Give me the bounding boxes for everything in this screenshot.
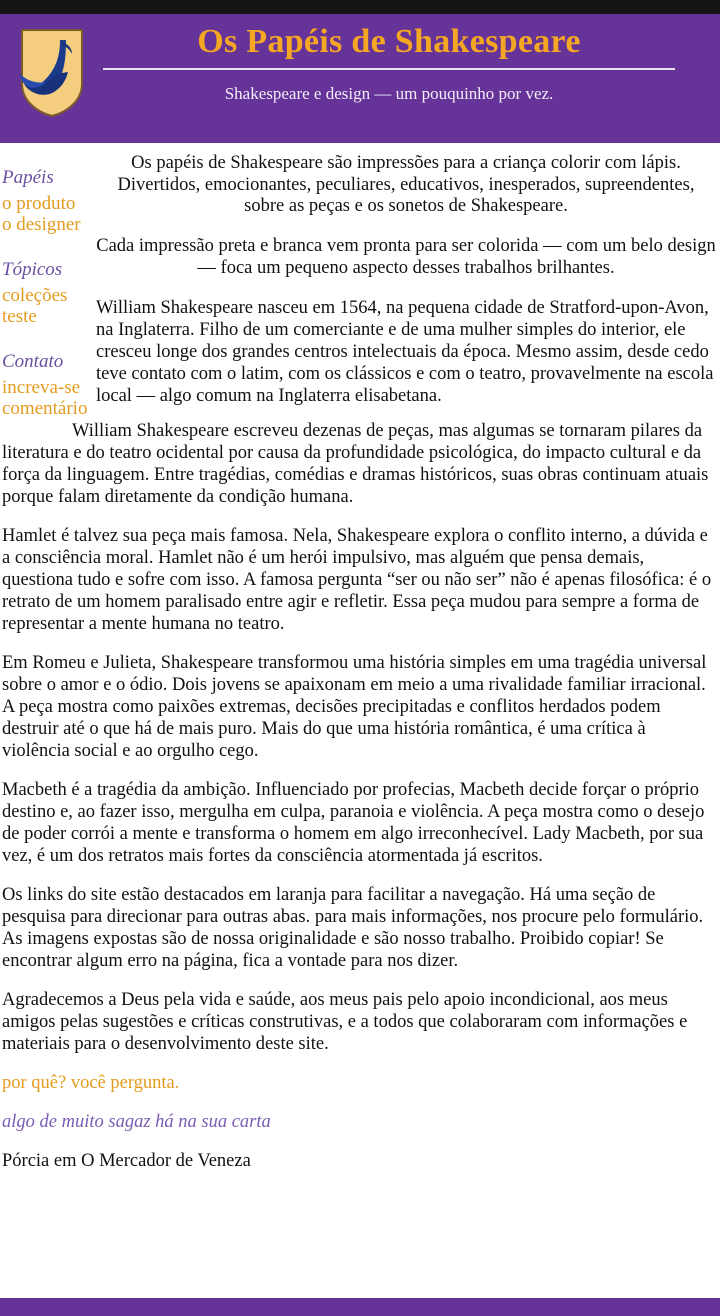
swan-crest-logo-icon[interactable] (16, 26, 88, 118)
callout-question: por quê? você pergunta. (2, 1072, 180, 1093)
sidebar-nav (0, 153, 96, 420)
sidebar-item-increva-se[interactable]: increva-se (2, 376, 81, 398)
sidebar-heading-topicos: Tópicos (2, 259, 63, 281)
site-header (0, 14, 720, 143)
masthead-text-block (88, 14, 720, 105)
sidebar-item-o-designer[interactable]: o designer (2, 213, 81, 235)
biography-paragraph: William Shakespeare nasceu em 1564, na pequena cidade de Stratford-upon-Avon, na Inglaterra. Filho de um comerciante e de uma mulher simples do interior, ele cresceu longe dos grandes centros intelectuais da época. Mesmo assim, desde cedo teve contato com o latim, com os clássicos e com o teatro, provavelmente na escola local — algo comum na Inglaterra elisabetana. (96, 298, 714, 407)
site-tagline: Shakespeare e design — um pouquinho por vez. (224, 84, 554, 104)
article-body (0, 420, 720, 1172)
sidebar-heading-contato: Contato (2, 351, 64, 373)
pull-quote: algo de muito sagaz há na sua carta (2, 1111, 271, 1132)
article-paragraph-site-notes: Os links do site estão destacados em laranja para facilitar a navegação. Há uma seção de pesquisa para direcionar para outras abas. para mais informações, nos procure pelo formulário. As imagens expostas são de nossa originalidade e são nosso trabalho. Proibido copiar! Se encontrar algum erro na página, fica a vontade para nos dizer. (2, 884, 704, 971)
article-paragraph-hamlet: Hamlet é talvez sua peça mais famosa. Nela, Shakespeare explora o conflito interno, a dúvida e a consciência moral. Hamlet não é um herói impulsivo, mas alguém que pensa demais, questiona tudo e sofre com isso. A famosa pergunta “ser ou não ser” não é apenas filosófica: é o retrato de um homem paralisado entre agir e refletir. Essa peça mudou para sempre a forma de representar a mente humana no teatro. (2, 525, 712, 634)
article-paragraph-romeo-juliet: Em Romeu e Julieta, Shakespeare transformou uma história simples em uma tragédia universal sobre o amor e o ódio. Dois jovens se apaixonam em meio a uma rivalidade familiar irracional. A peça mostra como paixões extremas, decisões precipitadas e conflitos herdados podem destruir até o que há de mais puro. Mais do que uma história romântica, é uma crítica à violência social e ao orgulho cego. (2, 652, 707, 761)
top-accent-bar (0, 0, 720, 14)
sidebar-heading-papeis: Papéis (2, 167, 54, 188)
sidebar-item-o-produto[interactable]: o produto (2, 192, 76, 214)
article-paragraph-works: William Shakespeare escreveu dezenas de peças, mas algumas se tornaram pilares da literatura e do teatro ocidental por causa da profundidade psicológica, do impacto cultural e da força da linguagem. Entre tragédias, comédias e dramas históricos, suas obras continuam atuais porque falam diretamente da condição humana. (2, 420, 709, 507)
page-body (0, 153, 720, 1172)
sidebar-item-colecoes[interactable]: coleções (2, 284, 68, 306)
intro-paragraph-1: Os papéis de Shakespeare são impressões para a criança colorir com lápis. Divertidos, emocionantes, peculiares, educativos, inesperados, supreendentes, sobre as peças e os sonetos de Shakespeare. (117, 153, 695, 217)
sidebar-group-topicos (2, 285, 96, 328)
sidebar-group-contato (2, 377, 96, 420)
article-paragraph-macbeth: Macbeth é a tragédia da ambição. Influenciado por profecias, Macbeth decide forçar o próprio destino e, ao fazer isso, mergulha em culpa, paranoia e violência. A peça mostra como o desejo de poder corrói a mente e transforma o homem em algo irreconhecível. Lady Macbeth, por sua vez, é um dos retratos mais fortes da consciência atormentada já escritos. (2, 779, 705, 866)
sidebar-group-papeis (2, 193, 96, 236)
intro-paragraph-2: Cada impressão preta e branca vem pronta para ser colorida — com um belo design — foca um pequeno aspecto desses trabalhos brilhantes. (96, 235, 716, 278)
site-footer-bar (0, 1298, 720, 1316)
article-paragraph-acknowledgements: Agradecemos a Deus pela vida e saúde, aos meus pais pelo apoio incondicional, aos meus amigos pelas sugestões e críticas construtivas, e a todos que colaboraram com informações e materiais para o desenvolvimento deste site. (2, 989, 688, 1054)
sidebar-item-teste[interactable]: teste (2, 306, 37, 328)
title-divider (103, 68, 675, 70)
pull-quote-source: Pórcia em O Mercador de Veneza (2, 1150, 251, 1171)
sidebar-item-comentario[interactable]: comentário (2, 398, 88, 420)
page-title: Os Papéis de Shakespeare (197, 23, 581, 60)
